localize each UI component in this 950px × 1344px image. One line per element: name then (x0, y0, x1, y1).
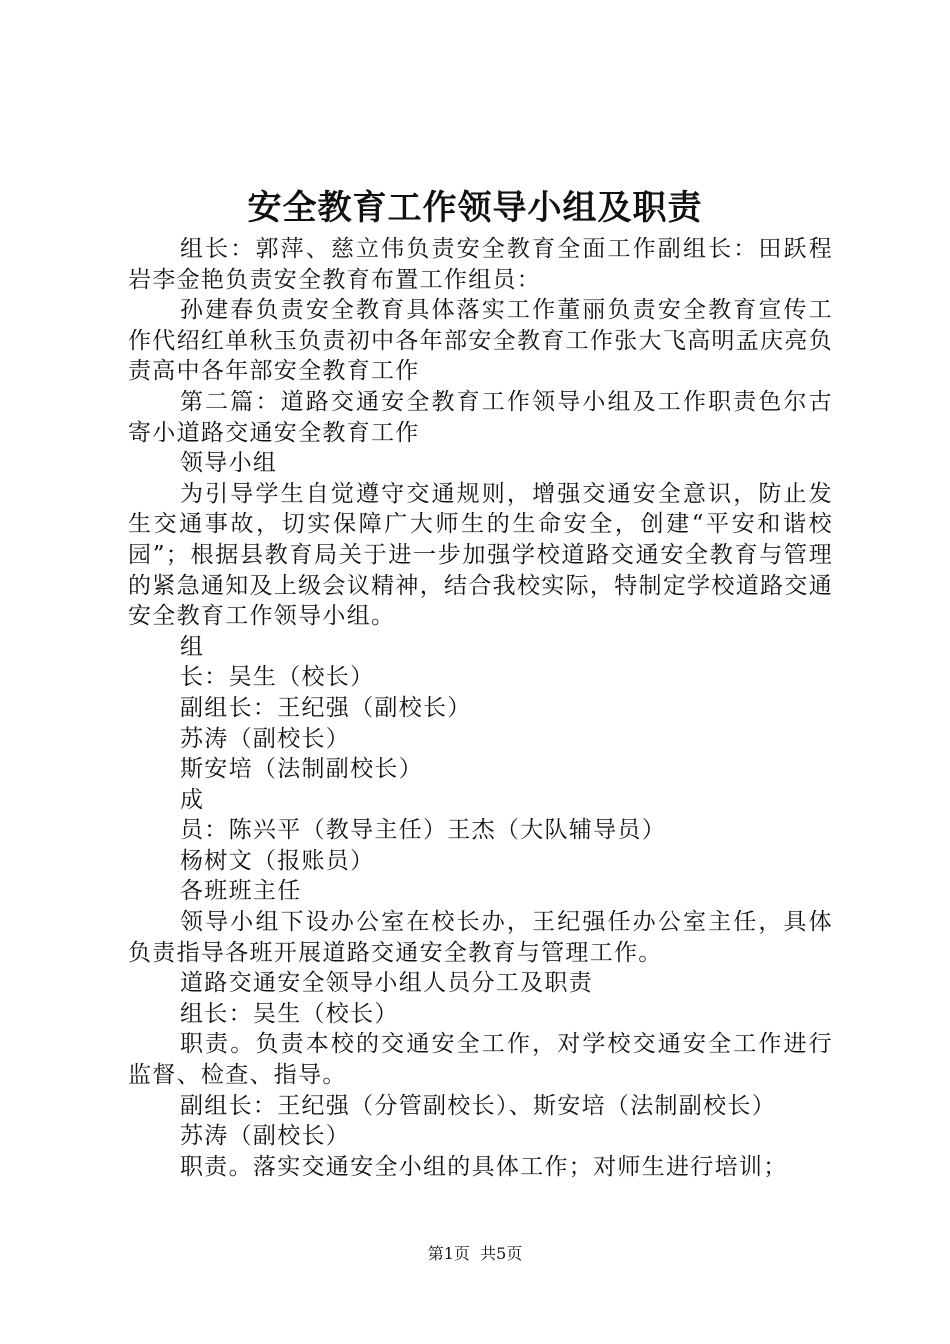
paragraph: 各班班主任 (180, 878, 302, 905)
paragraph: 领导小组 (180, 450, 278, 477)
paragraph: 苏涛（副校长） (180, 725, 351, 752)
paragraph: 长：吴生（校长） (180, 664, 375, 691)
paragraph: 员：陈兴平（教导主任）王杰（大队辅导员） (180, 817, 666, 844)
page-number: 第1页 (427, 1244, 470, 1263)
paragraph: 苏涛（副校长） (180, 1123, 351, 1150)
paragraph: 职责。落实交通安全小组的具体工作；对师生进行培训； (180, 1153, 788, 1180)
paragraph: 组长：郭萍、慈立伟负责安全教育全面工作副组长：田跃程岩李金艳负责安全教育布置工作组员： (128, 236, 833, 293)
document-body (128, 234, 833, 1182)
paragraph: 杨树文（报账员） (180, 847, 375, 874)
paragraph: 组 (180, 633, 205, 660)
document-title: 安全教育工作领导小组及职责 (247, 188, 703, 228)
paragraph: 孙建春负责安全教育具体落实工作董丽负责安全教育宣传工作代绍红单秋玉负责初中各年部安全教育工作张大飞高明孟庆亮负责高中各年部安全教育工作 (128, 297, 833, 385)
paragraph: 组长：吴生（校长） (180, 1000, 399, 1027)
page-footer (0, 1242, 950, 1266)
page-total: 共5页 (480, 1244, 523, 1263)
paragraph: 职责。负责本校的交通安全工作，对学校交通安全工作进行监督、检查、指导。 (128, 1031, 833, 1089)
paragraph: 斯安培（法制副校长） (180, 756, 423, 783)
paragraph: 副组长：王纪强（副校长） (180, 694, 472, 721)
paragraph: 第二篇：道路交通安全教育工作领导小组及工作职责色尔古寄小道路交通安全教育工作 (128, 388, 833, 446)
paragraph: 成 (180, 786, 205, 813)
paragraph: 道路交通安全领导小组人员分工及职责 (180, 970, 594, 997)
paragraph: 副组长：王纪强（分管副校长）、斯安培（法制副校长） (180, 1092, 776, 1119)
paragraph: 领导小组下设办公室在校长办，王纪强任办公室主任，具体负责指导各班开展道路交通安全教育与管理工作。 (128, 909, 833, 966)
paragraph: 为引导学生自觉遵守交通规则，增强交通安全意识，防止发生交通事故，切实保障广大师生的生命安全，创建“平安和谐校园”；根据县教育局关于进一步加强学校道路交通安全教育与管理的紧急通知及上级会议精神，结合我校实际，特制定学校道路交通安全教育工作领导小组。 (128, 480, 833, 630)
